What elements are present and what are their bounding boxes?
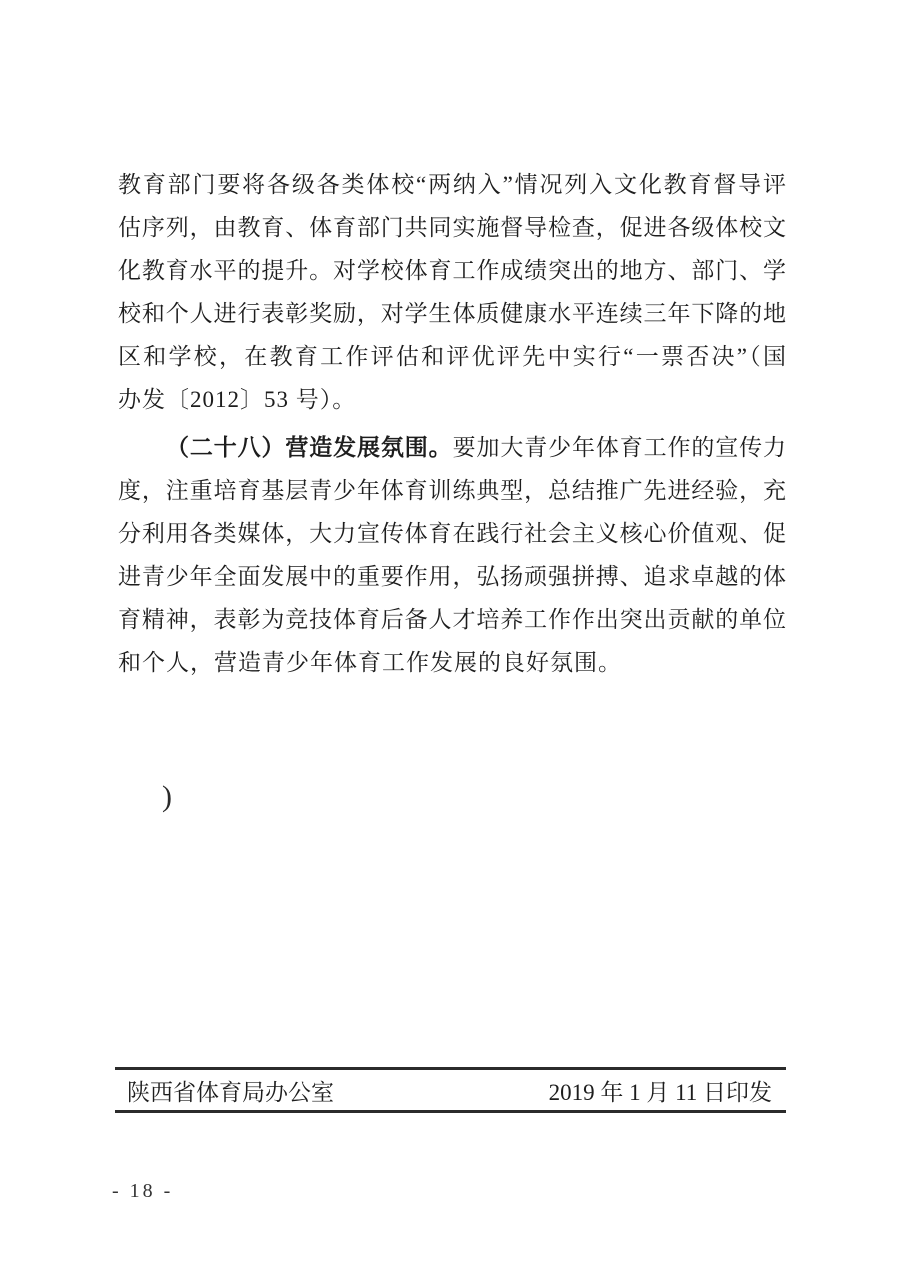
footer-rule-bottom [115,1110,786,1113]
body-line: 教育部门要将各级各类体校“两纳入”情况列入文化教育督导评 [118,172,786,197]
body-line: 进青少年全面发展中的重要作用，弘扬顽强拼搏、追求卓越的体 [118,564,786,589]
body-line: 育精神，表彰为竞技体育后备人才培养工作作出突出贡献的单位 [118,607,786,632]
stray-paren-mark: ) [162,780,172,813]
body-text [118,163,786,684]
footer [115,1067,786,1113]
footer-issuer: 陕西省体育局办公室 [127,1079,334,1105]
body-line: 化教育水平的提升。对学校体育工作成绩突出的地方、部门、学 [118,258,786,283]
body-line: 区和学校，在教育工作评估和评优评先中实行“一票否决”（国 [118,344,786,369]
paragraph-1 [118,163,786,421]
body-line: 和个人，营造青少年体育工作发展的良好氛围。 [118,650,622,675]
section-heading-rest: 要加大青少年体育工作的宣传力 [452,435,787,460]
footer-row [115,1070,786,1110]
body-line [118,426,786,469]
body-line: 校和个人进行表彰奖励，对学生体质健康水平连续三年下降的地 [118,301,786,326]
page-number: - 18 - [112,1180,174,1202]
body-line: 度，注重培育基层青少年体育训练典型，总结推广先进经验，充 [118,478,786,503]
body-line: 办发〔2012〕53 号）。 [118,387,357,412]
body-line: 估序列，由教育、体育部门共同实施督导检查，促进各级体校文 [118,215,786,240]
footer-print-date: 2019 年 1 月 11 日印发 [548,1079,772,1105]
paragraph-2 [118,426,786,684]
body-line: 分利用各类媒体，大力宣传体育在践行社会主义核心价值观、促 [118,521,786,546]
section-heading: （二十八）营造发展氛围。 [166,435,453,460]
